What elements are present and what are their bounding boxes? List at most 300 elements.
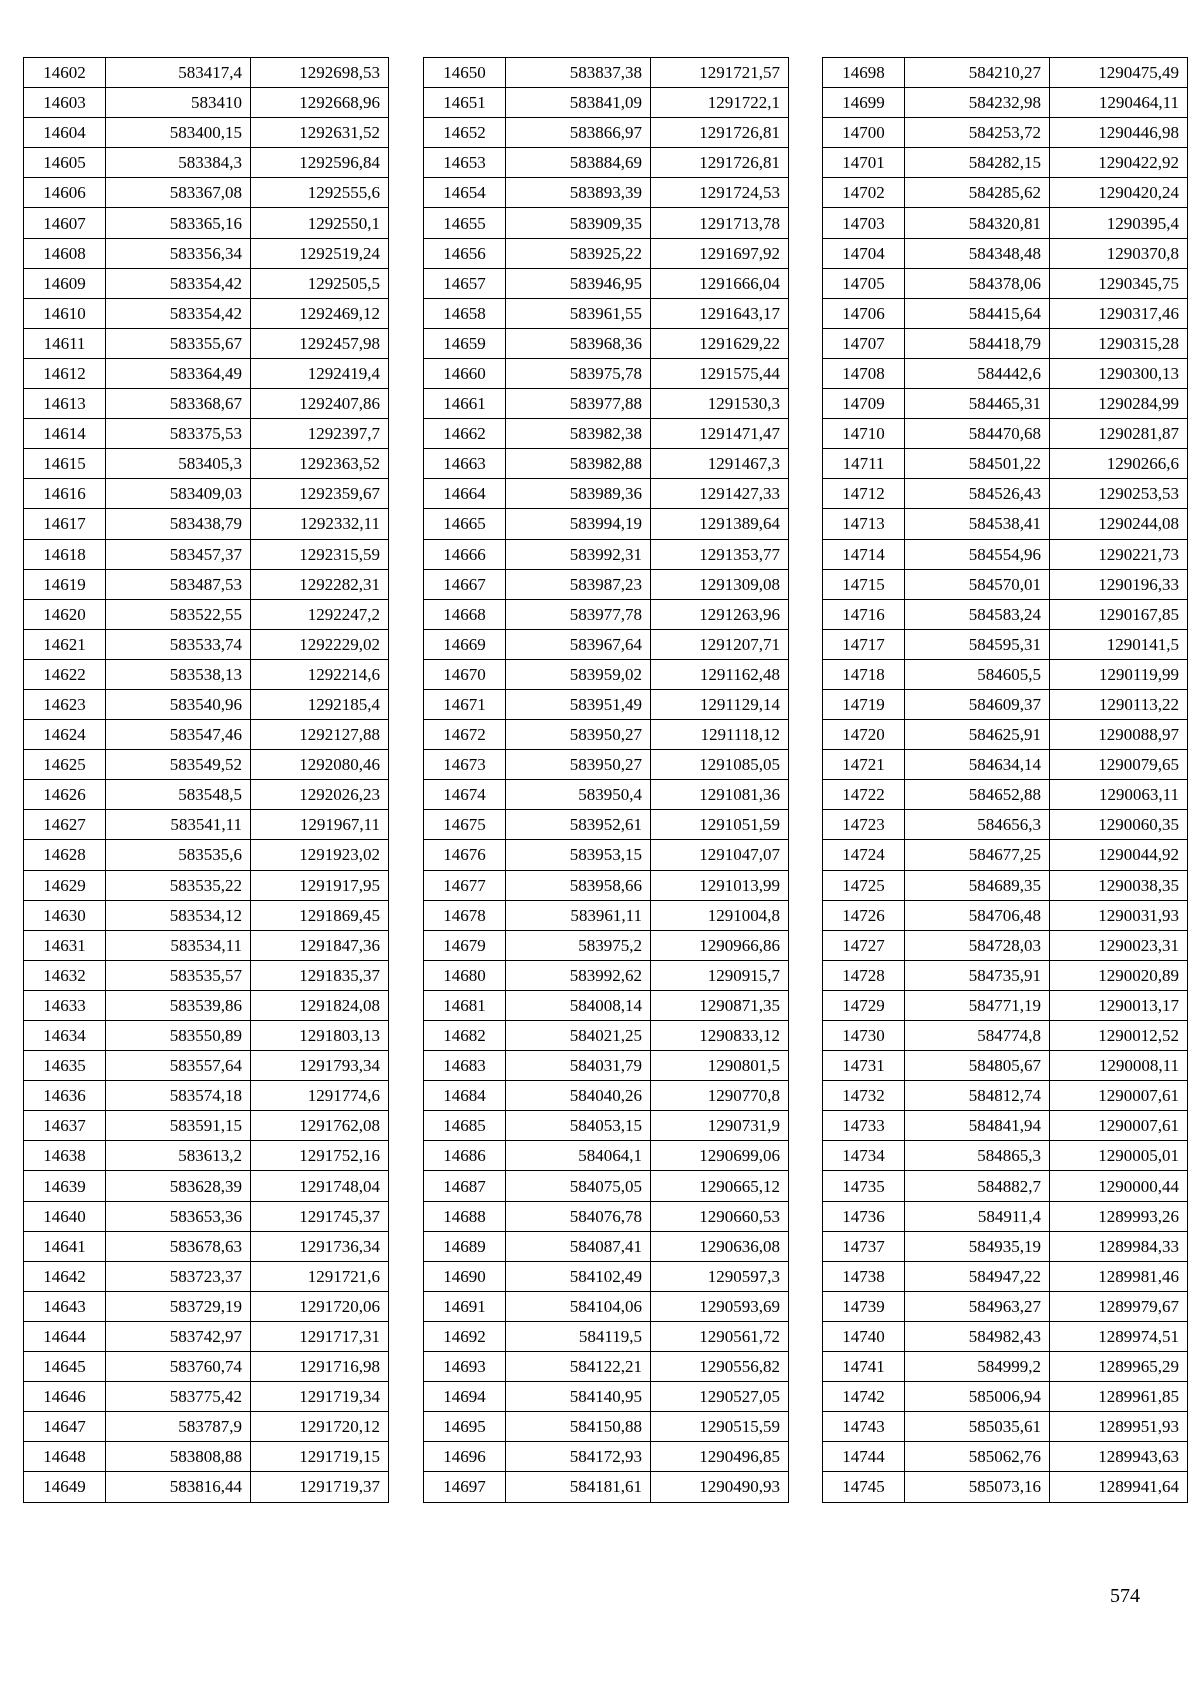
- point-number-cell: 14602: [24, 58, 106, 88]
- point-number-cell: 14743: [823, 1412, 905, 1442]
- x-coordinate-cell: 584053,15: [506, 1111, 651, 1141]
- x-coordinate-cell: 583535,57: [106, 960, 251, 990]
- table-row: [24, 449, 389, 479]
- table-row: [424, 58, 789, 88]
- table-row: [823, 208, 1188, 238]
- table-row: [823, 479, 1188, 509]
- x-coordinate-cell: 583400,15: [106, 118, 251, 148]
- point-number-cell: 14632: [24, 960, 106, 990]
- point-number-cell: 14669: [424, 629, 506, 659]
- y-coordinate-cell: 1291051,59: [651, 810, 789, 840]
- coordinate-table-body: [823, 58, 1188, 1503]
- x-coordinate-cell: 584735,91: [905, 960, 1050, 990]
- x-coordinate-cell: 583787,9: [106, 1412, 251, 1442]
- y-coordinate-cell: 1292469,12: [251, 298, 389, 328]
- point-number-cell: 14717: [823, 629, 905, 659]
- point-number-cell: 14707: [823, 328, 905, 358]
- point-number-cell: 14690: [424, 1261, 506, 1291]
- y-coordinate-cell: 1290020,89: [1050, 960, 1188, 990]
- point-number-cell: 14731: [823, 1051, 905, 1081]
- point-number-cell: 14680: [424, 960, 506, 990]
- table-row: [24, 509, 389, 539]
- table-row: [823, 419, 1188, 449]
- x-coordinate-cell: 583548,5: [106, 780, 251, 810]
- table-row: [24, 1352, 389, 1382]
- point-number-cell: 14723: [823, 810, 905, 840]
- x-coordinate-cell: 584040,26: [506, 1081, 651, 1111]
- x-coordinate-cell: 583535,6: [106, 840, 251, 870]
- point-number-cell: 14686: [424, 1141, 506, 1171]
- table-row: [424, 870, 789, 900]
- x-coordinate-cell: 583975,78: [506, 358, 651, 388]
- y-coordinate-cell: 1291726,81: [651, 148, 789, 178]
- x-coordinate-cell: 583925,22: [506, 238, 651, 268]
- y-coordinate-cell: 1291717,31: [251, 1321, 389, 1351]
- x-coordinate-cell: 584348,48: [905, 238, 1050, 268]
- table-row: [24, 900, 389, 930]
- point-number-cell: 14722: [823, 780, 905, 810]
- table-row: [823, 449, 1188, 479]
- table-row: [424, 1021, 789, 1051]
- y-coordinate-cell: 1290119,99: [1050, 659, 1188, 689]
- y-coordinate-cell: 1291207,71: [651, 629, 789, 659]
- table-row: [24, 1171, 389, 1201]
- x-coordinate-cell: 583367,08: [106, 178, 251, 208]
- y-coordinate-cell: 1290496,85: [651, 1442, 789, 1472]
- y-coordinate-cell: 1291309,08: [651, 569, 789, 599]
- table-row: [24, 990, 389, 1020]
- y-coordinate-cell: 1290699,06: [651, 1141, 789, 1171]
- x-coordinate-cell: 585006,94: [905, 1382, 1050, 1412]
- table-row: [24, 870, 389, 900]
- table-row: [823, 539, 1188, 569]
- x-coordinate-cell: 584378,06: [905, 268, 1050, 298]
- point-number-cell: 14617: [24, 509, 106, 539]
- y-coordinate-cell: 1292247,2: [251, 599, 389, 629]
- y-coordinate-cell: 1291803,13: [251, 1021, 389, 1051]
- x-coordinate-cell: 584625,91: [905, 720, 1050, 750]
- x-coordinate-cell: 583893,39: [506, 178, 651, 208]
- point-number-cell: 14696: [424, 1442, 506, 1472]
- x-coordinate-cell: 583533,74: [106, 629, 251, 659]
- point-number-cell: 14739: [823, 1291, 905, 1321]
- point-number-cell: 14683: [424, 1051, 506, 1081]
- x-coordinate-cell: 584064,1: [506, 1141, 651, 1171]
- y-coordinate-cell: 1290315,28: [1050, 328, 1188, 358]
- point-number-cell: 14622: [24, 659, 106, 689]
- x-coordinate-cell: 583950,27: [506, 720, 651, 750]
- y-coordinate-cell: 1291081,36: [651, 780, 789, 810]
- y-coordinate-cell: 1291869,45: [251, 900, 389, 930]
- x-coordinate-cell: 583808,88: [106, 1442, 251, 1472]
- y-coordinate-cell: 1292080,46: [251, 750, 389, 780]
- y-coordinate-cell: 1290007,61: [1050, 1081, 1188, 1111]
- y-coordinate-cell: 1289984,33: [1050, 1231, 1188, 1261]
- y-coordinate-cell: 1291847,36: [251, 930, 389, 960]
- x-coordinate-cell: 584465,31: [905, 389, 1050, 419]
- table-row: [24, 1472, 389, 1502]
- point-number-cell: 14711: [823, 449, 905, 479]
- table-row: [424, 990, 789, 1020]
- table-row: [424, 449, 789, 479]
- x-coordinate-cell: 583534,12: [106, 900, 251, 930]
- table-row: [24, 629, 389, 659]
- x-coordinate-cell: 583841,09: [506, 88, 651, 118]
- y-coordinate-cell: 1292419,4: [251, 358, 389, 388]
- y-coordinate-cell: 1291629,22: [651, 328, 789, 358]
- table-row: [24, 1141, 389, 1171]
- y-coordinate-cell: 1291762,08: [251, 1111, 389, 1141]
- point-number-cell: 14742: [823, 1382, 905, 1412]
- y-coordinate-cell: 1291047,07: [651, 840, 789, 870]
- y-coordinate-cell: 1291774,6: [251, 1081, 389, 1111]
- point-number-cell: 14627: [24, 810, 106, 840]
- y-coordinate-cell: 1291716,98: [251, 1352, 389, 1382]
- x-coordinate-cell: 583909,35: [506, 208, 651, 238]
- y-coordinate-cell: 1290079,65: [1050, 750, 1188, 780]
- y-coordinate-cell: 1291643,17: [651, 298, 789, 328]
- table-row: [24, 419, 389, 449]
- table-row: [424, 659, 789, 689]
- point-number-cell: 14720: [823, 720, 905, 750]
- x-coordinate-cell: 584181,61: [506, 1472, 651, 1502]
- table-row: [424, 118, 789, 148]
- point-number-cell: 14716: [823, 599, 905, 629]
- y-coordinate-cell: 1290300,13: [1050, 358, 1188, 388]
- point-number-cell: 14651: [424, 88, 506, 118]
- x-coordinate-cell: 583653,36: [106, 1201, 251, 1231]
- x-coordinate-cell: 584122,21: [506, 1352, 651, 1382]
- table-row: [424, 328, 789, 358]
- point-number-cell: 14705: [823, 268, 905, 298]
- table-row: [24, 1291, 389, 1321]
- x-coordinate-cell: 584232,98: [905, 88, 1050, 118]
- table-row: [424, 840, 789, 870]
- y-coordinate-cell: 1290038,35: [1050, 870, 1188, 900]
- x-coordinate-cell: 584442,6: [905, 358, 1050, 388]
- table-row: [823, 1021, 1188, 1051]
- y-coordinate-cell: 1292332,11: [251, 509, 389, 539]
- table-row: [424, 1261, 789, 1291]
- table-row: [823, 509, 1188, 539]
- y-coordinate-cell: 1291719,34: [251, 1382, 389, 1412]
- y-coordinate-cell: 1290007,61: [1050, 1111, 1188, 1141]
- x-coordinate-cell: 583541,11: [106, 810, 251, 840]
- point-number-cell: 14691: [424, 1291, 506, 1321]
- x-coordinate-cell: 584935,19: [905, 1231, 1050, 1261]
- table-row: [424, 479, 789, 509]
- point-number-cell: 14606: [24, 178, 106, 208]
- y-coordinate-cell: 1290345,75: [1050, 268, 1188, 298]
- x-coordinate-cell: 584021,25: [506, 1021, 651, 1051]
- point-number-cell: 14730: [823, 1021, 905, 1051]
- y-coordinate-cell: 1292185,4: [251, 689, 389, 719]
- point-number-cell: 14657: [424, 268, 506, 298]
- page-number: 574: [1110, 1585, 1140, 1607]
- point-number-cell: 14710: [823, 419, 905, 449]
- point-number-cell: 14744: [823, 1442, 905, 1472]
- y-coordinate-cell: 1291721,57: [651, 58, 789, 88]
- x-coordinate-cell: 583547,46: [106, 720, 251, 750]
- x-coordinate-cell: 583591,15: [106, 1111, 251, 1141]
- y-coordinate-cell: 1291129,14: [651, 689, 789, 719]
- table-row: [823, 328, 1188, 358]
- y-coordinate-cell: 1290915,7: [651, 960, 789, 990]
- point-number-cell: 14623: [24, 689, 106, 719]
- table-row: [823, 118, 1188, 148]
- table-row: [823, 569, 1188, 599]
- table-row: [24, 1382, 389, 1412]
- table-row: [24, 148, 389, 178]
- table-row: [24, 1321, 389, 1351]
- x-coordinate-cell: 584728,03: [905, 930, 1050, 960]
- x-coordinate-cell: 583628,39: [106, 1171, 251, 1201]
- y-coordinate-cell: 1290660,53: [651, 1201, 789, 1231]
- point-number-cell: 14636: [24, 1081, 106, 1111]
- point-number-cell: 14706: [823, 298, 905, 328]
- point-number-cell: 14672: [424, 720, 506, 750]
- y-coordinate-cell: 1290113,22: [1050, 689, 1188, 719]
- table-row: [424, 238, 789, 268]
- x-coordinate-cell: 583760,74: [106, 1352, 251, 1382]
- x-coordinate-cell: 584526,43: [905, 479, 1050, 509]
- y-coordinate-cell: 1291427,33: [651, 479, 789, 509]
- table-row: [823, 1472, 1188, 1502]
- table-row: [424, 148, 789, 178]
- y-coordinate-cell: 1291967,11: [251, 810, 389, 840]
- table-row: [424, 780, 789, 810]
- x-coordinate-cell: 584706,48: [905, 900, 1050, 930]
- y-coordinate-cell: 1291726,81: [651, 118, 789, 148]
- y-coordinate-cell: 1290770,8: [651, 1081, 789, 1111]
- table-row: [823, 1201, 1188, 1231]
- x-coordinate-cell: 584812,74: [905, 1081, 1050, 1111]
- y-coordinate-cell: 1292407,86: [251, 389, 389, 419]
- x-coordinate-cell: 583950,27: [506, 750, 651, 780]
- point-number-cell: 14630: [24, 900, 106, 930]
- x-coordinate-cell: 584031,79: [506, 1051, 651, 1081]
- table-row: [24, 268, 389, 298]
- point-number-cell: 14738: [823, 1261, 905, 1291]
- point-number-cell: 14611: [24, 328, 106, 358]
- y-coordinate-cell: 1289993,26: [1050, 1201, 1188, 1231]
- table-row: [823, 1231, 1188, 1261]
- table-row: [24, 479, 389, 509]
- y-coordinate-cell: 1291004,8: [651, 900, 789, 930]
- y-coordinate-cell: 1290023,31: [1050, 930, 1188, 960]
- x-coordinate-cell: 583539,86: [106, 990, 251, 1020]
- table-row: [24, 569, 389, 599]
- y-coordinate-cell: 1290395,4: [1050, 208, 1188, 238]
- y-coordinate-cell: 1290167,85: [1050, 599, 1188, 629]
- y-coordinate-cell: 1292631,52: [251, 118, 389, 148]
- table-row: [24, 58, 389, 88]
- x-coordinate-cell: 584911,4: [905, 1201, 1050, 1231]
- y-coordinate-cell: 1289979,67: [1050, 1291, 1188, 1321]
- table-row: [424, 930, 789, 960]
- x-coordinate-cell: 583946,95: [506, 268, 651, 298]
- x-coordinate-cell: 584075,05: [506, 1171, 651, 1201]
- table-row: [823, 148, 1188, 178]
- table-row: [424, 1472, 789, 1502]
- point-number-cell: 14655: [424, 208, 506, 238]
- table-row: [823, 1261, 1188, 1291]
- point-number-cell: 14693: [424, 1352, 506, 1382]
- table-row: [823, 840, 1188, 870]
- table-row: [823, 1442, 1188, 1472]
- point-number-cell: 14663: [424, 449, 506, 479]
- y-coordinate-cell: 1289965,29: [1050, 1352, 1188, 1382]
- x-coordinate-cell: 583982,38: [506, 419, 651, 449]
- y-coordinate-cell: 1291263,96: [651, 599, 789, 629]
- point-number-cell: 14654: [424, 178, 506, 208]
- x-coordinate-cell: 583968,36: [506, 328, 651, 358]
- x-coordinate-cell: 583354,42: [106, 298, 251, 328]
- table-row: [823, 750, 1188, 780]
- x-coordinate-cell: 583992,31: [506, 539, 651, 569]
- point-number-cell: 14682: [424, 1021, 506, 1051]
- x-coordinate-cell: 583354,42: [106, 268, 251, 298]
- x-coordinate-cell: 584595,31: [905, 629, 1050, 659]
- coordinate-table-1: [23, 57, 389, 1503]
- table-row: [424, 208, 789, 238]
- x-coordinate-cell: 584210,27: [905, 58, 1050, 88]
- point-number-cell: 14640: [24, 1201, 106, 1231]
- x-coordinate-cell: 583613,2: [106, 1141, 251, 1171]
- point-number-cell: 14704: [823, 238, 905, 268]
- point-number-cell: 14721: [823, 750, 905, 780]
- point-number-cell: 14607: [24, 208, 106, 238]
- point-number-cell: 14733: [823, 1111, 905, 1141]
- table-row: [424, 1352, 789, 1382]
- table-row: [24, 1442, 389, 1472]
- y-coordinate-cell: 1291013,99: [651, 870, 789, 900]
- table-row: [24, 178, 389, 208]
- point-number-cell: 14685: [424, 1111, 506, 1141]
- point-number-cell: 14642: [24, 1261, 106, 1291]
- x-coordinate-cell: 584253,72: [905, 118, 1050, 148]
- table-row: [424, 539, 789, 569]
- x-coordinate-cell: 584150,88: [506, 1412, 651, 1442]
- y-coordinate-cell: 1292363,52: [251, 449, 389, 479]
- table-row: [823, 720, 1188, 750]
- table-row: [823, 358, 1188, 388]
- table-row: [823, 389, 1188, 419]
- point-number-cell: 14713: [823, 509, 905, 539]
- x-coordinate-cell: 583989,36: [506, 479, 651, 509]
- point-number-cell: 14631: [24, 930, 106, 960]
- point-number-cell: 14665: [424, 509, 506, 539]
- y-coordinate-cell: 1291118,12: [651, 720, 789, 750]
- y-coordinate-cell: 1290515,59: [651, 1412, 789, 1442]
- x-coordinate-cell: 585073,16: [905, 1472, 1050, 1502]
- point-number-cell: 14718: [823, 659, 905, 689]
- table-row: [823, 599, 1188, 629]
- y-coordinate-cell: 1291748,04: [251, 1171, 389, 1201]
- table-row: [24, 298, 389, 328]
- y-coordinate-cell: 1291162,48: [651, 659, 789, 689]
- y-coordinate-cell: 1292596,84: [251, 148, 389, 178]
- x-coordinate-cell: 583866,97: [506, 118, 651, 148]
- y-coordinate-cell: 1289951,93: [1050, 1412, 1188, 1442]
- point-number-cell: 14687: [424, 1171, 506, 1201]
- point-number-cell: 14653: [424, 148, 506, 178]
- x-coordinate-cell: 584320,81: [905, 208, 1050, 238]
- table-row: [823, 629, 1188, 659]
- table-row: [24, 358, 389, 388]
- x-coordinate-cell: 584609,37: [905, 689, 1050, 719]
- y-coordinate-cell: 1291793,34: [251, 1051, 389, 1081]
- x-coordinate-cell: 583950,4: [506, 780, 651, 810]
- point-number-cell: 14648: [24, 1442, 106, 1472]
- x-coordinate-cell: 584470,68: [905, 419, 1050, 449]
- point-number-cell: 14624: [24, 720, 106, 750]
- table-row: [823, 1352, 1188, 1382]
- point-number-cell: 14689: [424, 1231, 506, 1261]
- table-row: [823, 1051, 1188, 1081]
- point-number-cell: 14645: [24, 1352, 106, 1382]
- point-number-cell: 14662: [424, 419, 506, 449]
- y-coordinate-cell: 1291530,3: [651, 389, 789, 419]
- table-row: [823, 1382, 1188, 1412]
- point-number-cell: 14604: [24, 118, 106, 148]
- x-coordinate-cell: 584008,14: [506, 990, 651, 1020]
- x-coordinate-cell: 584102,49: [506, 1261, 651, 1291]
- x-coordinate-cell: 584554,96: [905, 539, 1050, 569]
- table-row: [823, 1412, 1188, 1442]
- y-coordinate-cell: 1290013,17: [1050, 990, 1188, 1020]
- point-number-cell: 14681: [424, 990, 506, 1020]
- table-row: [24, 1261, 389, 1291]
- point-number-cell: 14652: [424, 118, 506, 148]
- y-coordinate-cell: 1290464,11: [1050, 88, 1188, 118]
- x-coordinate-cell: 583729,19: [106, 1291, 251, 1321]
- y-coordinate-cell: 1290088,97: [1050, 720, 1188, 750]
- y-coordinate-cell: 1292397,7: [251, 419, 389, 449]
- point-number-cell: 14656: [424, 238, 506, 268]
- point-number-cell: 14701: [823, 148, 905, 178]
- x-coordinate-cell: 584538,41: [905, 509, 1050, 539]
- x-coordinate-cell: 584104,06: [506, 1291, 651, 1321]
- point-number-cell: 14678: [424, 900, 506, 930]
- point-number-cell: 14732: [823, 1081, 905, 1111]
- point-number-cell: 14615: [24, 449, 106, 479]
- point-number-cell: 14700: [823, 118, 905, 148]
- x-coordinate-cell: 583977,88: [506, 389, 651, 419]
- table-row: [823, 990, 1188, 1020]
- point-number-cell: 14603: [24, 88, 106, 118]
- x-coordinate-cell: 584172,93: [506, 1442, 651, 1472]
- point-number-cell: 14629: [24, 870, 106, 900]
- y-coordinate-cell: 1290060,35: [1050, 810, 1188, 840]
- table-row: [24, 1111, 389, 1141]
- table-row: [24, 328, 389, 358]
- point-number-cell: 14697: [424, 1472, 506, 1502]
- y-coordinate-cell: 1290370,8: [1050, 238, 1188, 268]
- y-coordinate-cell: 1290665,12: [651, 1171, 789, 1201]
- table-row: [424, 960, 789, 990]
- y-coordinate-cell: 1290475,49: [1050, 58, 1188, 88]
- x-coordinate-cell: 583538,13: [106, 659, 251, 689]
- y-coordinate-cell: 1292698,53: [251, 58, 389, 88]
- x-coordinate-cell: 584771,19: [905, 990, 1050, 1020]
- x-coordinate-cell: 583967,64: [506, 629, 651, 659]
- point-number-cell: 14612: [24, 358, 106, 388]
- table-row: [424, 268, 789, 298]
- x-coordinate-cell: 583410: [106, 88, 251, 118]
- x-coordinate-cell: 585062,76: [905, 1442, 1050, 1472]
- point-number-cell: 14709: [823, 389, 905, 419]
